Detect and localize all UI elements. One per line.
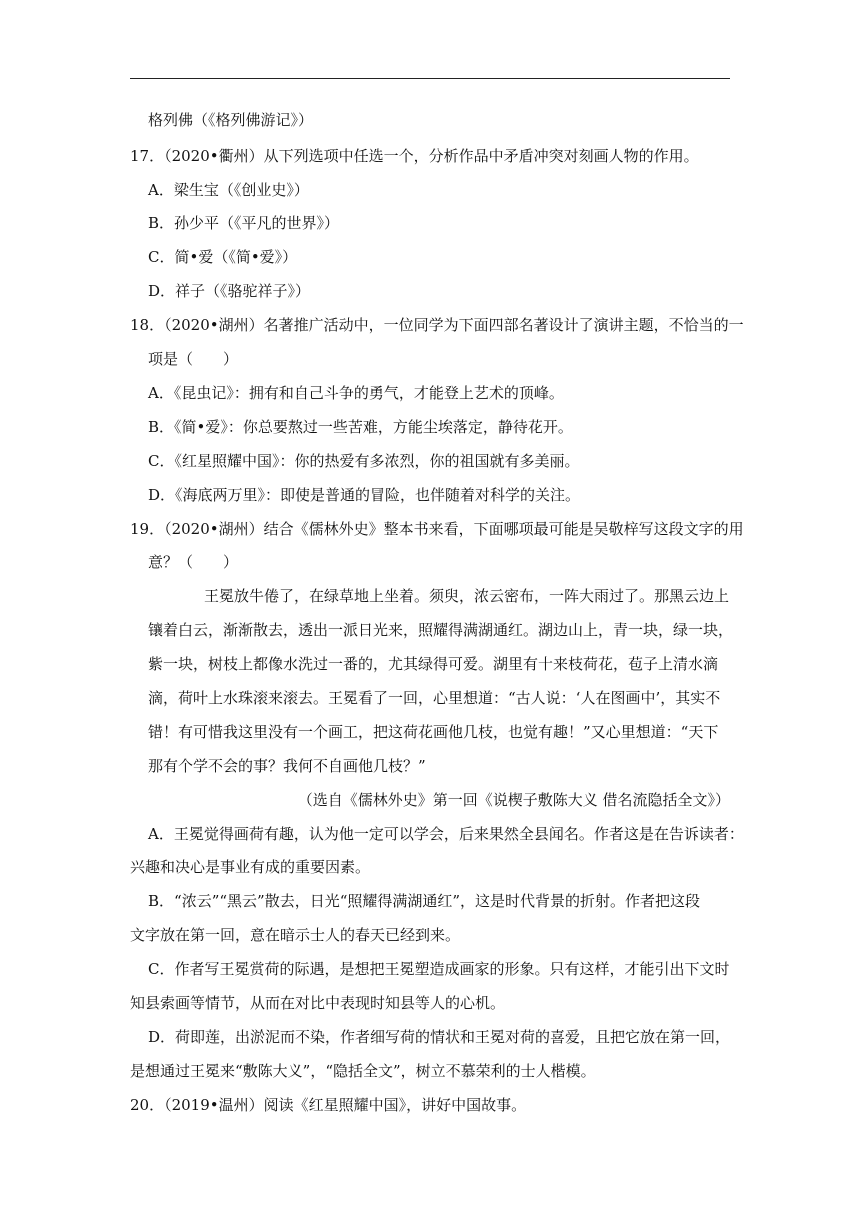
passage-line: 紫一块，树枝上都像水洗过一番的，尤其绿得可爱。湖里有十来枝荷花，苞子上清水滴 <box>148 655 719 673</box>
continuation-line: 格列佛（《格列佛游记》） <box>148 111 314 129</box>
question-18-option-a: A．《昆虫记》：拥有和自己斗争的勇气，才能登上艺术的顶峰。 <box>148 384 564 402</box>
question-20-stem: 20．（2019•温州）阅读《红星照耀中国》，讲好中国故事。 <box>130 1096 527 1114</box>
passage-line: 错！有可惜我这里没有一个画工，把这荷花画他几枝，也觉有趣！”又心里想道：“天下 <box>148 723 719 741</box>
question-19-option-c: C．作者写王冕赏荷的际遇，是想把王冕塑造成画家的形象。只有这样，才能引出下文时 <box>148 960 730 978</box>
passage-line: 镶着白云，渐渐散去，透出一派日光来，照耀得满湖通红。湖边山上，青一块，绿一块， <box>148 621 734 639</box>
question-17-option-d: D．祥子（《骆驼祥子》） <box>148 282 311 300</box>
question-17-option-b: B．孙少平（《平凡的世界》） <box>148 214 340 232</box>
question-19-stem: 19．（2020•湖州）结合《儒林外史》整本书来看，下面哪项最可能是吴敬梓写这段文字的用 <box>130 520 744 538</box>
question-19-option-a: A．王冕觉得画荷有趣，认为他一定可以学会，后来果然全县闻名。作者这是在告诉读者： <box>148 825 744 843</box>
question-17-stem: 17．（2020•衢州）从下列选项中任选一个，分析作品中矛盾冲突对刻画人物的作用。 <box>130 147 699 165</box>
question-19-option-d: D．荷即莲，出淤泥而不染，作者细写荷的情状和王冕对荷的喜爱，且把它放在第一回， <box>148 1028 731 1046</box>
question-19-option-d-cont: 是想通过王冕来“敷陈大义”，“隐括全文”，树立不慕荣利的士人楷模。 <box>130 1062 596 1080</box>
question-19-option-c-cont: 知县索画等情节，从而在对比中表现时知县等人的心机。 <box>130 994 506 1012</box>
question-18-option-c: C．《红星照耀中国》：你的热爱有多浓烈，你的祖国就有多美丽。 <box>148 452 580 470</box>
question-18-option-d: D．《海底两万里》：即使是普通的冒险，也伴随着对科学的关注。 <box>148 486 581 504</box>
passage-line: 那有个学不会的事？我何不自画他几枝？” <box>148 757 426 775</box>
question-18-stem: 18．（2020•湖州）名著推广活动中，一位同学为下面四部名著设计了演讲主题，不恰当的一 <box>130 316 744 334</box>
passage-source: （选自《儒林外史》第一回《说楔子敷陈大义 借名流隐括全文》） <box>297 791 730 809</box>
question-19-option-b-cont: 文字放在第一回，意在暗示士人的春天已经到来。 <box>130 926 461 944</box>
question-18-option-b: B．《简•爱》：你总要熬过一些苦难，方能尘埃落定，静待花开。 <box>148 418 573 436</box>
question-17-option-a: A．梁生宝（《创业史》） <box>148 181 309 199</box>
question-19-option-b: B．“浓云”“黑云”散去，日光“照耀得满湖通红”，这是时代背景的折射。作者把这段 <box>148 892 701 910</box>
header-rule <box>130 78 730 79</box>
question-18-stem-cont: 项是（ ） <box>148 350 239 368</box>
question-17-option-c: C．简•爱（《简•爱》） <box>148 248 298 266</box>
question-19-stem-cont: 意？（ ） <box>148 553 239 571</box>
question-19-option-a-cont: 兴趣和决心是事业有成的重要因素。 <box>130 858 371 876</box>
passage-line: 滴，荷叶上水珠滚来滚去。王冕看了一回，心里想道：“古人说：‘人在图画中’，其实不 <box>148 689 721 707</box>
passage-line: 王冕放牛倦了，在绿草地上坐着。须臾，浓云密布，一阵大雨过了。那黑云边上 <box>204 587 730 605</box>
